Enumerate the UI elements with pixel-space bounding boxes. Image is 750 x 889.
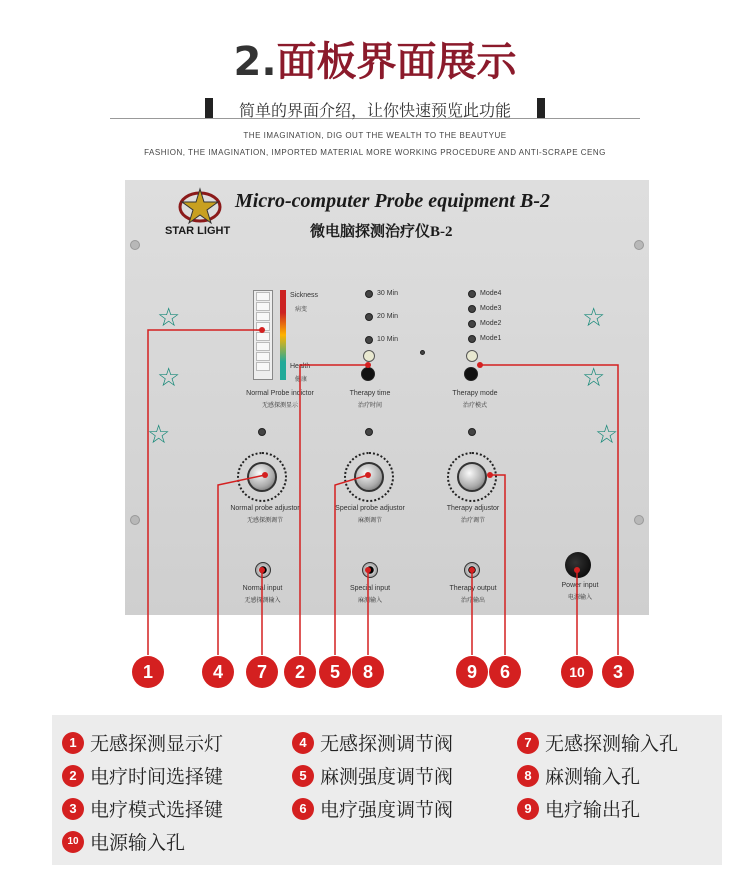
legend-number: 2 [62,765,84,787]
mode-led-3 [468,305,476,313]
mode-led-4 [468,290,476,298]
legend-number: 4 [292,732,314,754]
title-number: 2. [233,39,277,85]
screw [130,515,140,525]
legend-number: 6 [292,798,314,820]
legend-panel [52,715,722,865]
legend-number: 3 [62,798,84,820]
page-title [0,30,750,87]
star-icon: ☆ [147,420,171,450]
legend-text: 电源输入孔 [90,832,186,854]
sickness-label: Sickness [290,292,319,299]
callout-marker-8: 8 [352,656,384,688]
mode-option-4: Mode4 [480,290,502,297]
legend-text: 麻测输入孔 [545,766,641,788]
legend-item [62,828,185,855]
legend-text: 电疗输出孔 [545,799,641,821]
legend-item [62,762,223,789]
time-option-20: 20 Min [377,313,399,320]
mode-option-1: Mode1 [480,335,502,342]
meter-cell [256,312,270,321]
jack-label: Normal input [242,585,283,592]
callout-marker-2: 2 [284,656,316,688]
legend-item [517,795,640,822]
meter-label-cn: 无感探测显示 [261,402,298,409]
mode-option-3: Mode3 [480,305,502,312]
time-button-cap[interactable] [361,367,375,381]
screw [634,515,644,525]
legend-text: 无感探测显示灯 [90,733,224,755]
device-title-cn: 微电脑探测治疗仪B-2 [310,224,453,240]
callout-marker-9: 9 [456,656,488,688]
knob-label-cn: 无感探测调节 [246,517,283,524]
star-icon: ☆ [157,363,181,393]
legend-text: 电疗模式选择键 [90,799,224,821]
health-label: Health [290,363,311,370]
legend-item [292,729,453,756]
jack-label-cn: 麻测输入 [357,597,382,604]
star-icon: ☆ [582,363,606,393]
legend-item [292,762,453,789]
jack-label: Therapy output [449,585,497,592]
legend-text: 电疗时间选择键 [90,766,224,788]
status-led [420,350,425,355]
mode-label-cn: 治疗模式 [462,402,487,409]
mode-led-1 [468,335,476,343]
legend-item [517,729,678,756]
legend-text: 电疗强度调节阀 [320,799,454,821]
meter-cell [256,322,270,331]
legend-item [62,795,223,822]
therapy-output-jack[interactable] [464,562,480,578]
meter-cell [256,342,270,351]
callout-marker-5: 5 [319,656,351,688]
meter-cell [256,302,270,311]
jack-label-cn: 治疗输出 [460,597,485,604]
subtitle: 简单的界面介绍，让你快速预览此功能 [238,101,511,120]
meter-cell [256,362,270,371]
health-scale [280,290,286,380]
mode-option-2: Mode2 [480,320,502,327]
time-option-30: 30 Min [377,290,399,297]
legend-number: 7 [517,732,539,754]
meter-cell [256,292,270,301]
time-select-button[interactable] [363,350,375,362]
jack-label: Special input [349,585,391,592]
callout-marker-10: 10 [561,656,593,688]
screw [634,240,644,250]
star-icon: ☆ [595,420,619,450]
device-title-en: Micro-computer Probe equipment B-2 [235,190,550,212]
legend-item [517,762,640,789]
knob-label: Special probe adjustor [335,505,405,512]
legend-number: 1 [62,732,84,754]
legend-text: 无感探测调节阀 [320,733,454,755]
legend-number: 5 [292,765,314,787]
special-input-jack[interactable] [362,562,378,578]
time-option-10: 10 Min [377,336,399,343]
jack-label-cn: 无感探测输入 [244,597,281,604]
probe-indicator-meter [253,290,273,380]
special-led [365,428,373,436]
mode-led-2 [468,320,476,328]
knob-label-cn: 麻测调节 [357,517,382,524]
time-led-30 [365,290,373,298]
callout-marker-6: 6 [489,656,521,688]
sickness-label-cn: 病变 [295,306,308,313]
time-led-10 [365,336,373,344]
legend-number: 8 [517,765,539,787]
brand-name: STAR LIGHT [165,225,231,237]
callout-marker-4: 4 [202,656,234,688]
legend-item [292,795,453,822]
callout-marker-7: 7 [246,656,278,688]
jack-label-cn: 电源输入 [567,594,592,601]
probe-indicator-led [258,428,266,436]
device-panel [125,180,649,615]
legend-text: 麻测强度调节阀 [320,766,454,788]
normal-input-jack[interactable] [255,562,271,578]
knob-label-cn: 治疗调节 [460,517,485,524]
screw [130,240,140,250]
health-label-cn: 健康 [295,376,308,383]
time-label-cn: 治疗时间 [357,402,382,409]
title-text: 面板界面展示 [276,39,517,85]
therapy-knob[interactable] [457,462,487,492]
meter-label: Normal Probe indictor [246,390,314,397]
legend-item [62,729,223,756]
callout-marker-1: 1 [132,656,164,688]
knob-label: Normal probe adjustor [230,505,300,512]
knob-label: Therapy adjustor [446,505,500,512]
therapy-led [468,428,476,436]
time-led-20 [365,313,373,321]
star-icon: ☆ [582,303,606,333]
tagline-1: THE IMAGINATION, DIG OUT THE WEALTH TO THE BEAUTYUE [243,131,507,140]
power-input-jack[interactable] [565,552,591,578]
time-label: Therapy time [349,390,391,397]
meter-cell [256,332,270,341]
mode-select-button[interactable] [466,350,478,362]
special-probe-knob[interactable] [354,462,384,492]
mode-button-cap[interactable] [464,367,478,381]
legend-text: 无感探测输入孔 [545,733,679,755]
normal-probe-knob[interactable] [247,462,277,492]
jack-label: Power input [561,582,599,589]
mode-label: Therapy mode [452,390,498,397]
star-logo-icon [175,185,225,225]
callout-marker-3: 3 [602,656,634,688]
meter-cell [256,352,270,361]
legend-number: 10 [62,831,84,853]
tagline-2: FASHION, THE IMAGINATION, IMPORTED MATERIAL MORE WORKING PROCEDURE AND ANTI-SCRAPE CENG [144,148,606,157]
star-icon: ☆ [157,303,181,333]
legend-number: 9 [517,798,539,820]
